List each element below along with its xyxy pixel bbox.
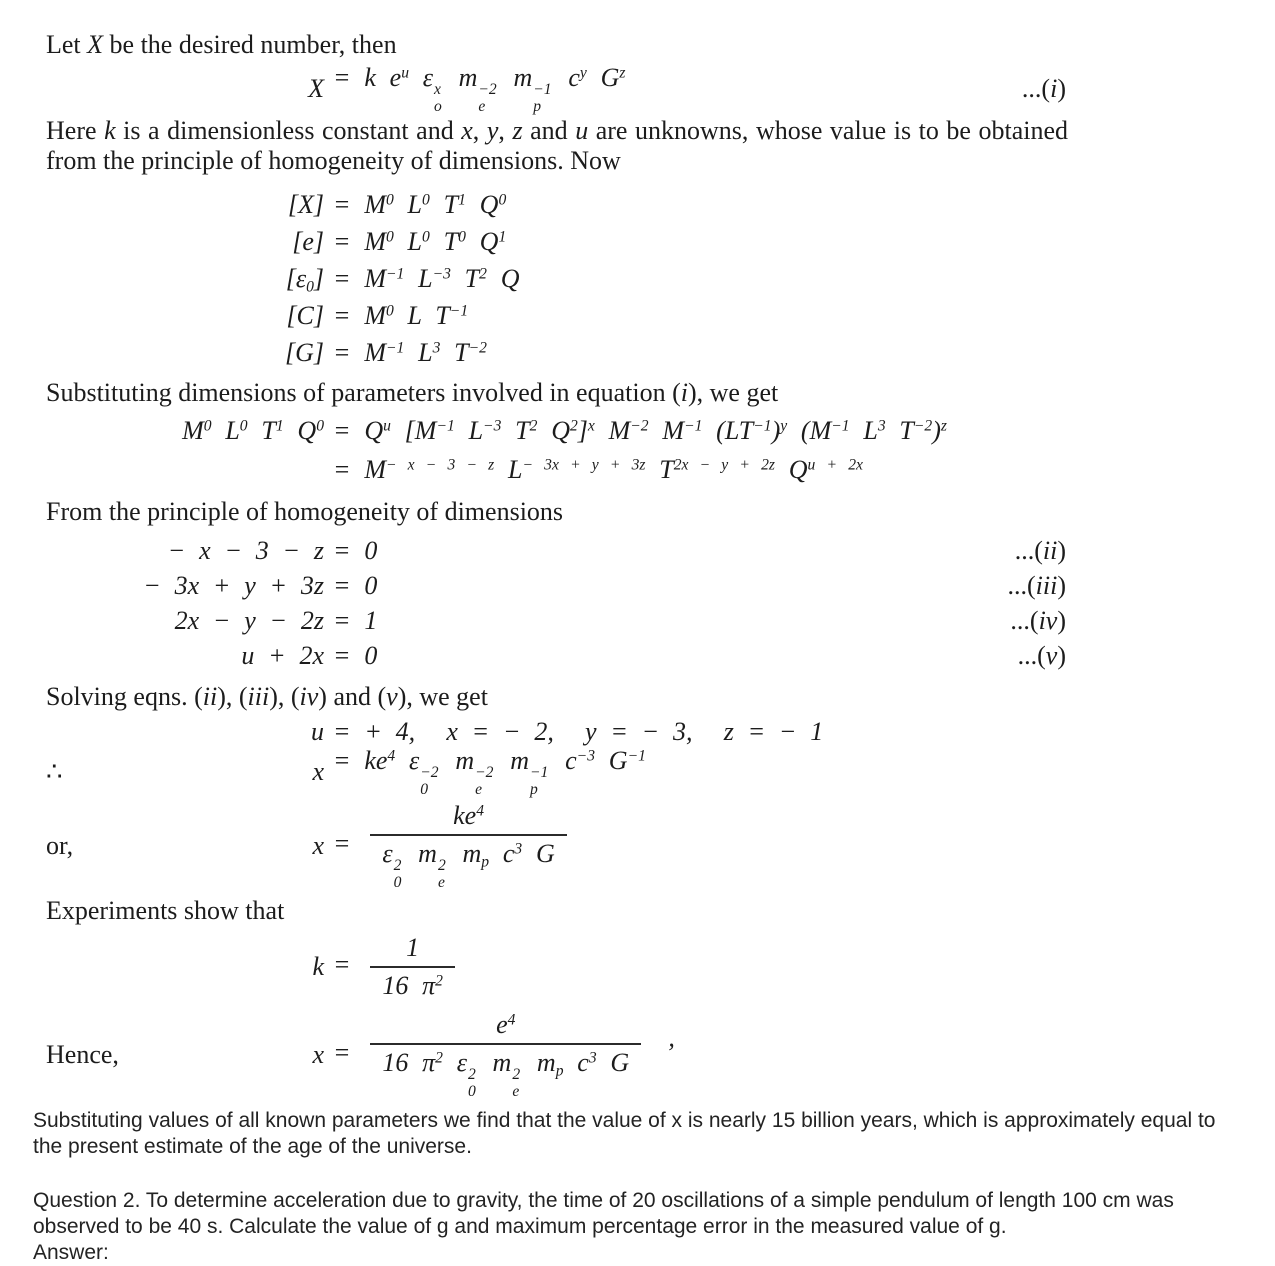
therefore-row: ∴ x = $ke^4$ ε −2 0 m −2 e m −1 p $c^{-3}$ $G^{-1}$ xyxy=(46,745,646,798)
dimension-rhs: = $M^{-1}$ $L^{-3}$ $T^2$ Q xyxy=(333,263,520,293)
dimension-lhs: [X] xyxy=(287,189,324,219)
substituted-equation-line1 xyxy=(46,410,1066,451)
dimension-lhs: [G] xyxy=(284,337,324,367)
homogeneity-equation-iv: 2x − y − 2z = 1 ...(iv) xyxy=(174,605,1066,635)
solving-line: Solving eqns. (ii), (iii), (iv) and (v), we get xyxy=(46,682,488,711)
or-label: or, xyxy=(46,831,74,860)
solutions-row: u = + 4, x = − 2, y = − 3, z = − 1 xyxy=(311,716,824,746)
equation-number-iii: ...(iii) xyxy=(1007,570,1066,600)
x-fraction-expression: = $ke^4$ ε 2 0 m 2 e $m_p$ $c^3$ G xyxy=(333,800,573,892)
dimension-row-x xyxy=(46,186,1066,223)
equation-number-iv: ...(iv) xyxy=(1010,605,1066,635)
therefore-symbol: ∴ xyxy=(46,757,63,786)
equation-number-v: ...(v) xyxy=(1017,640,1066,670)
typed-text-block xyxy=(0,1098,1275,1266)
dimension-row-c xyxy=(46,297,1066,334)
dimension-rhs: = $M^0$ $L^0$ $T^0$ $Q^1$ xyxy=(333,226,507,256)
substituted-lhs: $M^0$ $L^0$ $T^1$ $Q^0$ xyxy=(182,415,324,445)
solutions-values: = + 4, x = − 2, y = − 3, z = − 1 xyxy=(333,716,824,746)
k-fraction: = $\frac{1}{16 \pi^2}$ xyxy=(333,932,461,1002)
hence-label: Hence, xyxy=(46,1040,119,1069)
substituted-equation-line2 xyxy=(46,451,1066,489)
equation-i-row xyxy=(46,62,1066,115)
dimension-rhs: = $M^{-1}$ $L^3$ $T^{-2}$ xyxy=(333,337,487,367)
equation-i-rhs: = k $e^u$ ε x o m −2 e m −1 p $c^y$ $G^z$ xyxy=(333,62,626,115)
dimension-list xyxy=(46,186,1275,371)
homogeneity-equation-v: u + 2x = 0 ...(v) xyxy=(241,640,1066,670)
dimension-lhs: $[\varepsilon_0]$ xyxy=(285,263,324,296)
homogeneity-heading: From the principle of homogeneity of dimensions xyxy=(46,497,564,526)
final-x-fraction: = $e^4$ 16 $\pi^2$ ε 2 0 m 2 e $m_p$ $c^3$ G ’ xyxy=(333,1009,675,1100)
substituted-rhs-simplified: = $M^{- x - 3 - z}$ $L^{- 3x + y + 3z}$ $T^{2x - y + 2z}$ $Q^{u + 2x}$ xyxy=(333,455,863,484)
equation-i-lhs: X xyxy=(308,74,324,103)
equation-number-i: ...(i) xyxy=(1021,74,1066,103)
dimension-lhs: [C] xyxy=(286,300,324,330)
dimension-rhs: = $M^0$ $L^0$ $T^1$ $Q^0$ xyxy=(333,189,507,219)
substituted-rhs: = $Q^u$ [$M^{-1}$ $L^{-3}$ $T^2$ $Q^2]^x$ $M^{-2}$ $M^{-1}$ $(LT^{-1})^y$ ($M^{-1}$ $L^3$ $T^{-2})^z$ xyxy=(333,415,947,445)
dimension-row-epsilon0 xyxy=(46,260,1066,297)
dimension-lhs: [e] xyxy=(292,226,324,256)
dimension-row-e xyxy=(46,223,1066,260)
substituting-line: Substituting dimensions of parameters involved in equation (i), we get xyxy=(46,378,779,407)
question-2-text: Question 2. To determine acceleration due to gravity, the time of 20 oscillations of a simple pendulum of length 100 cm was observed to be 40 s. Calculate the value of g and maximum percentage error in the measured value of g. xyxy=(33,1189,1174,1238)
equation-number-ii: ...(ii) xyxy=(1014,535,1066,565)
dimension-row-g xyxy=(46,334,1066,371)
explanation-paragraph: Here k is a dimensionless constant and x, y, z and u are unknowns, whose value is to be obtained from the principle of homogeneity of dimensions. Now xyxy=(46,116,1069,175)
hence-row: Hence, x = $e^4$ 16 $\pi^2$ ε 2 0 m 2 e $m_p$ $c^3$ G ’ xyxy=(46,1009,675,1100)
experiments-line: Experiments show that xyxy=(46,896,285,925)
x-expression: = $ke^4$ ε −2 0 m −2 e m −1 p $c^{-3}$ $G^{-1}$ xyxy=(333,745,646,798)
dimension-rhs: = $M^0$ L $T^{-1}$ xyxy=(333,300,469,330)
homogeneity-equations xyxy=(46,533,1275,673)
homogeneity-equation-iii: − 3x + y + 3z = 0 ...(iii) xyxy=(143,570,1066,600)
intro-line: Let X be the desired number, then xyxy=(46,30,397,59)
homogeneity-equation-ii: − x − 3 − z = 0 ...(ii) xyxy=(167,535,1066,565)
conclusion-paragraph: Substituting values of all known parameters we find that the value of x is nearly 15 billion years, which is approximately equal to the present estimate of the age of the universe. xyxy=(33,1109,1216,1158)
answer-label: Answer: xyxy=(33,1241,109,1264)
or-row: or, x = $ke^4$ ε 2 0 m 2 e $m_p$ $c^3$ G xyxy=(46,804,1066,888)
k-value-row: k = $\frac{1}{16 \pi^2}$ xyxy=(46,932,1066,1002)
